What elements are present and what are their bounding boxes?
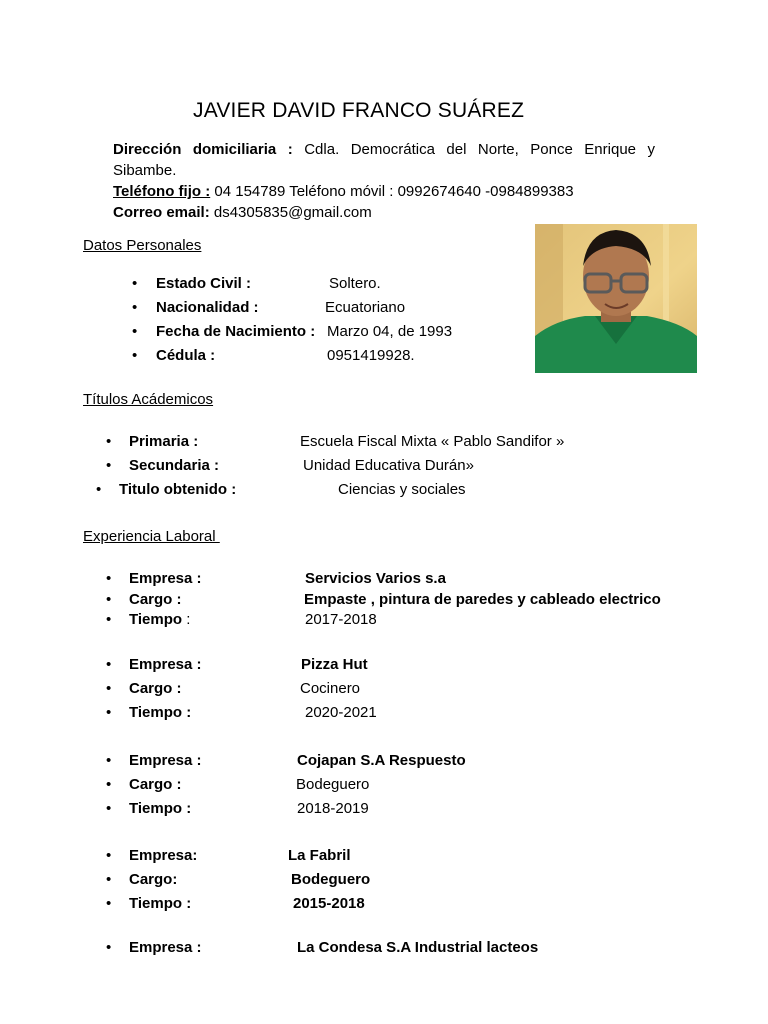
bullet-icon: • (106, 570, 112, 587)
academic-label: Primaria : (129, 433, 199, 450)
phone-label: Teléfono fijo : (113, 183, 211, 200)
phone-value: 04 154789 Teléfono móvil : 0992674640 -0984899383 (210, 183, 574, 200)
bullet-icon: • (106, 611, 112, 628)
job-company: Servicios Varios s.a (305, 570, 446, 587)
bullet-icon: • (132, 275, 138, 292)
bullet-icon: • (106, 871, 112, 888)
job-role: Bodeguero (291, 871, 371, 888)
address-label: Dirección domiciliaria : (113, 141, 293, 158)
job-company: La Fabril (288, 847, 351, 864)
bullet-icon: • (106, 457, 112, 474)
job-time: 2020-2021 (305, 704, 377, 721)
job-company-label: Empresa : (129, 656, 202, 673)
job-time-label: Tiempo : (129, 704, 192, 721)
job-role-label: Cargo : (129, 776, 182, 793)
personal-value: Soltero. (329, 275, 381, 292)
section-heading-personal: Datos Personales (83, 237, 202, 254)
bullet-icon: • (106, 433, 112, 450)
candidate-name: JAVIER DAVID FRANCO SUÁREZ (193, 99, 525, 122)
email-line (113, 202, 655, 223)
job-company: Cojapan S.A Respuesto (297, 752, 466, 769)
job-company-label: Empresa: (129, 847, 198, 864)
academic-value: Unidad Educativa Durán» (303, 457, 474, 474)
personal-value: Ecuatoriano (325, 299, 406, 316)
job-time: 2015-2018 (293, 895, 365, 912)
academic-value: Escuela Fiscal Mixta « Pablo Sandifor » (300, 433, 565, 450)
email-label: Correo email: (113, 204, 210, 221)
bullet-icon: • (106, 895, 112, 912)
job-time-label (129, 610, 190, 630)
bullet-icon: • (132, 323, 138, 340)
personal-label: Fecha de Nacimiento : (156, 323, 316, 340)
job-time-label-text: Tiempo (129, 611, 183, 628)
job-company: La Condesa S.A Industrial lacteos (297, 939, 539, 956)
job-role: Cocinero (300, 680, 361, 697)
academic-label: Secundaria : (129, 457, 220, 474)
personal-value: Marzo 04, de 1993 (327, 323, 453, 340)
bullet-icon: • (106, 939, 112, 956)
academic-label: Titulo obtenido : (119, 481, 237, 498)
bullet-icon: • (96, 481, 102, 498)
bullet-icon: • (106, 704, 112, 721)
job-role: Empaste , pintura de paredes y cableado electrico (304, 591, 661, 608)
job-time-label: Tiempo : (129, 800, 192, 817)
job-role-label: Cargo : (129, 591, 182, 608)
job-role-label: Cargo: (129, 871, 178, 888)
bullet-icon: • (106, 776, 112, 793)
phone-line (113, 181, 655, 202)
bullet-icon: • (106, 656, 112, 673)
section-heading-academic: Títulos Acádemicos (83, 391, 214, 408)
personal-label: Nacionalidad : (156, 299, 259, 316)
personal-value: 0951419928. (327, 347, 415, 364)
job-company-label: Empresa : (129, 752, 202, 769)
job-company-label: Empresa : (129, 939, 202, 956)
personal-label: Estado Civil : (156, 275, 252, 292)
job-role: Bodeguero (296, 776, 370, 793)
job-time: 2017-2018 (305, 611, 377, 628)
bullet-icon: • (132, 299, 138, 316)
bullet-icon: • (106, 680, 112, 697)
bullet-icon: • (132, 347, 138, 364)
job-time-colon: : (182, 611, 191, 628)
address-value: Cdla. Democrática del Norte, Ponce Enrique y Sibambe. (113, 141, 655, 179)
bullet-icon: • (106, 752, 112, 769)
email-value: ds4305835@gmail.com (209, 204, 372, 221)
bullet-icon: • (106, 591, 112, 608)
academic-value: Ciencias y sociales (338, 481, 466, 498)
job-time-label: Tiempo : (129, 895, 192, 912)
job-company-label: Empresa : (129, 570, 202, 587)
profile-photo (535, 224, 697, 373)
address-line (113, 139, 655, 181)
job-role-label: Cargo : (129, 680, 182, 697)
section-heading-experience: Experiencia Laboral (83, 528, 220, 545)
job-company: Pizza Hut (301, 656, 368, 673)
job-time: 2018-2019 (297, 800, 369, 817)
bullet-icon: • (106, 847, 112, 864)
bullet-icon: • (106, 800, 112, 817)
personal-label: Cédula : (156, 347, 216, 364)
